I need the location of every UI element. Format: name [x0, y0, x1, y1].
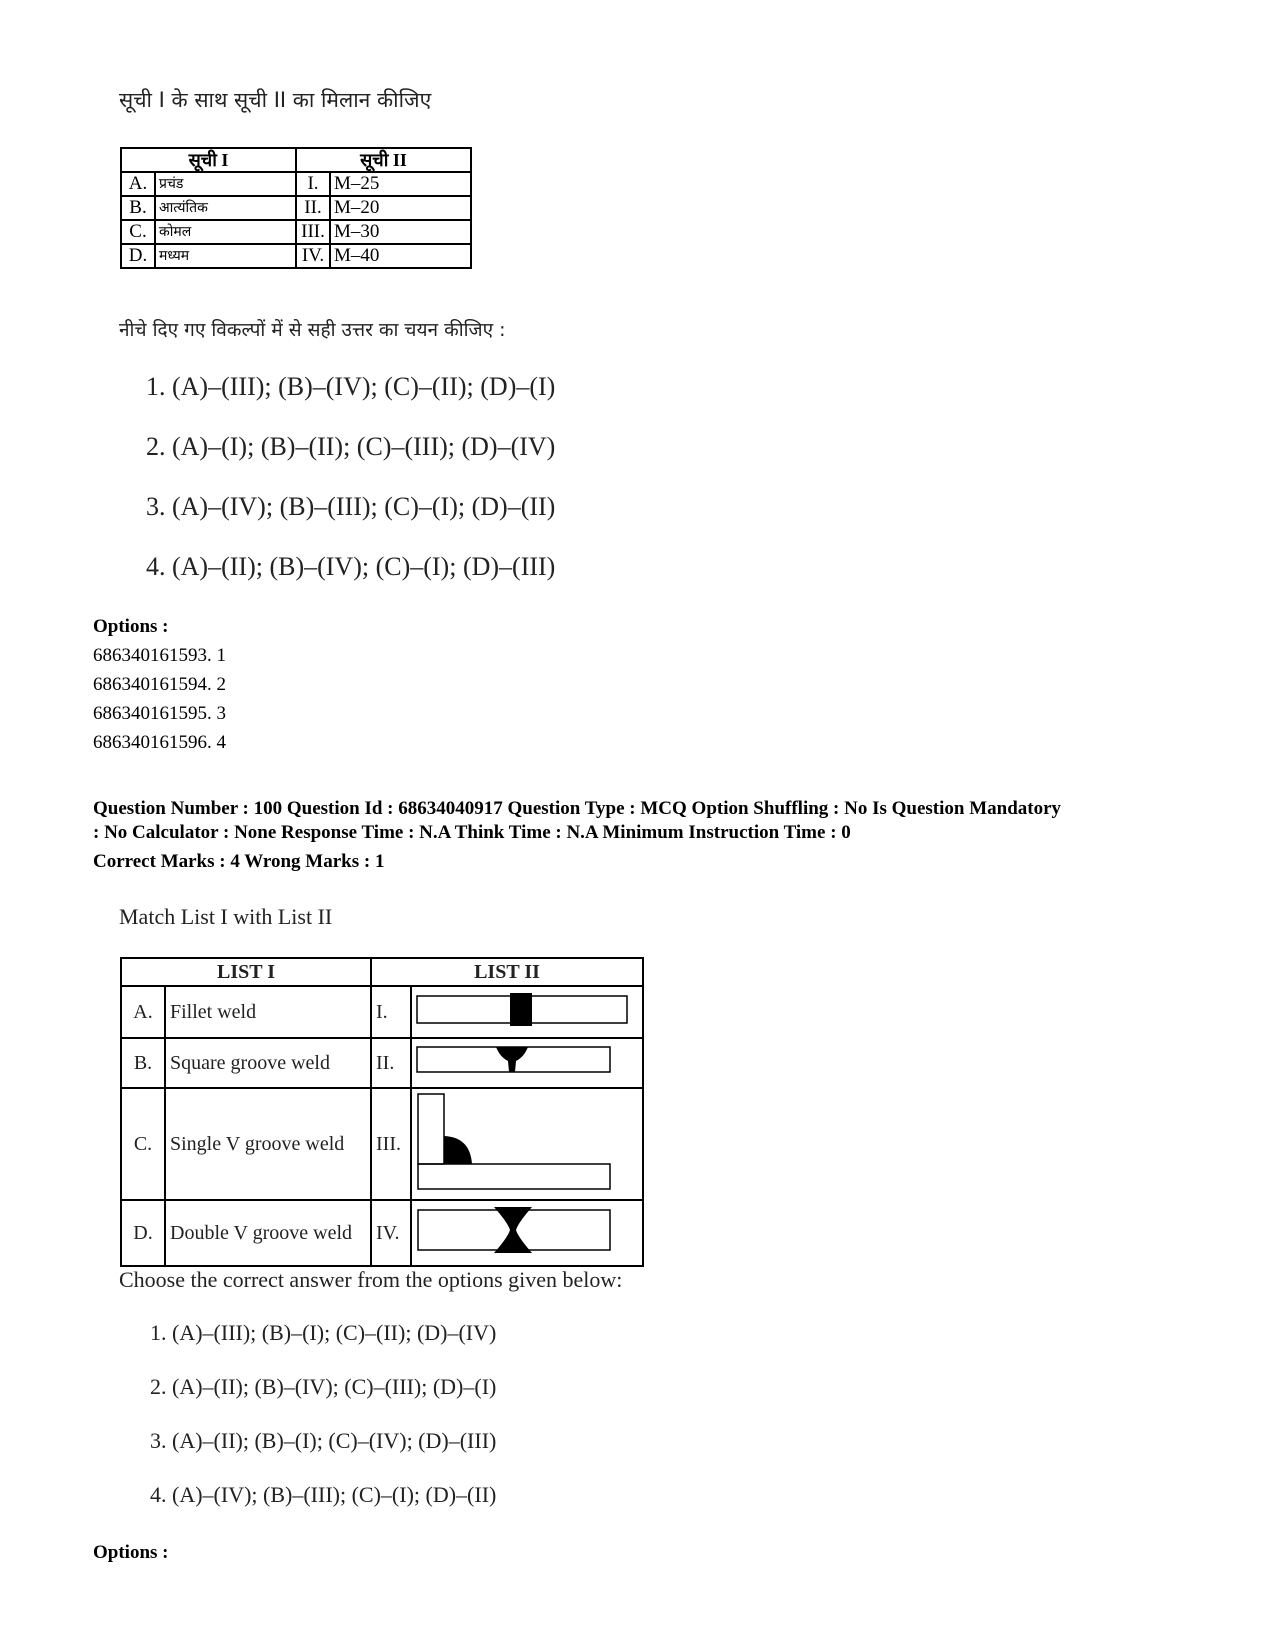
- row-item: Double V groove weld: [165, 1200, 371, 1266]
- row-label: C.: [121, 1088, 165, 1200]
- q99-choice-2: 2. (A)–(I); (B)–(II); (C)–(III); (D)–(IV): [146, 432, 556, 461]
- row-label: D.: [121, 244, 155, 268]
- table-row: [121, 172, 471, 196]
- q100-heading: Match List I with List II: [119, 904, 333, 929]
- table-row: [121, 196, 471, 220]
- q100-meta-line2: : No Calculator : None Response Time : N.A Think Time : N.A Minimum Instruction Time : 0: [93, 822, 851, 843]
- q99-option-4: 686340161596. 4: [93, 732, 226, 753]
- q99-list1-header: सूची I: [121, 148, 296, 172]
- row-roman: II.: [296, 196, 330, 220]
- row-roman: II.: [371, 1038, 411, 1088]
- weld-figure-1: [411, 986, 643, 1038]
- row-label: A.: [121, 986, 165, 1038]
- q99-heading: सूची I के साथ सूची II का मिलान कीजिए: [119, 88, 432, 112]
- q100-meta-line1: Question Number : 100 Question Id : 68634040917 Question Type : MCQ Option Shuffling : No Is Question Mandatory: [93, 798, 1062, 819]
- row-roman: IV.: [371, 1200, 411, 1266]
- table-row: [121, 1038, 643, 1088]
- row-roman: I.: [371, 986, 411, 1038]
- q100-choice-4: 4. (A)–(IV); (B)–(III); (C)–(I); (D)–(II): [150, 1482, 497, 1507]
- row-value: M–20: [330, 196, 471, 220]
- weld-figure-2: [411, 1038, 643, 1088]
- row-label: B.: [121, 1038, 165, 1088]
- row-item: आत्यंतिक: [155, 196, 296, 220]
- table-row: [121, 220, 471, 244]
- row-item: प्रचंड: [155, 172, 296, 196]
- row-label: C.: [121, 220, 155, 244]
- q99-option-1: 686340161593. 1: [93, 645, 226, 666]
- table-row: [121, 1088, 643, 1200]
- q99-match-table: [120, 147, 472, 269]
- q99-choice-4: 4. (A)–(II); (B)–(IV); (C)–(I); (D)–(III): [146, 552, 556, 581]
- q100-choice-2: 2. (A)–(II); (B)–(IV); (C)–(III); (D)–(I): [150, 1374, 497, 1399]
- row-label: B.: [121, 196, 155, 220]
- q100-match-table: [120, 957, 644, 1267]
- q100-marks: Correct Marks : 4 Wrong Marks : 1: [93, 851, 385, 872]
- q99-choice-1: 1. (A)–(III); (B)–(IV); (C)–(II); (D)–(I): [146, 372, 556, 401]
- weld-figure-3: [411, 1088, 643, 1200]
- row-item: Square groove weld: [165, 1038, 371, 1088]
- weld-figure-4: [411, 1200, 643, 1266]
- row-item: कोमल: [155, 220, 296, 244]
- row-roman: I.: [296, 172, 330, 196]
- row-item: Fillet weld: [165, 986, 371, 1038]
- table-row: [121, 986, 643, 1038]
- q100-options-label: Options :: [93, 1542, 169, 1563]
- row-value: M–30: [330, 220, 471, 244]
- table-row: [121, 1200, 643, 1266]
- row-item: मध्यम: [155, 244, 296, 268]
- row-label: D.: [121, 1200, 165, 1266]
- q100-choice-3: 3. (A)–(II); (B)–(I); (C)–(IV); (D)–(III): [150, 1428, 497, 1453]
- q99-list2-header: सूची II: [296, 148, 471, 172]
- q99-options-label: Options :: [93, 616, 169, 637]
- row-value: M–25: [330, 172, 471, 196]
- q99-choice-3: 3. (A)–(IV); (B)–(III); (C)–(I); (D)–(II): [146, 492, 556, 521]
- row-label: A.: [121, 172, 155, 196]
- q100-choice-1: 1. (A)–(III); (B)–(I); (C)–(II); (D)–(IV): [150, 1320, 497, 1345]
- row-value: M–40: [330, 244, 471, 268]
- table-row: [121, 244, 471, 268]
- q100-list2-header: LIST II: [371, 958, 643, 986]
- row-item: Single V groove weld: [165, 1088, 371, 1200]
- row-roman: IV.: [296, 244, 330, 268]
- q100-instruction: Choose the correct answer from the options given below:: [119, 1267, 623, 1292]
- q99-option-3: 686340161595. 3: [93, 703, 226, 724]
- q100-list1-header: LIST I: [121, 958, 371, 986]
- row-roman: III.: [371, 1088, 411, 1200]
- q99-option-2: 686340161594. 2: [93, 674, 226, 695]
- row-roman: III.: [296, 220, 330, 244]
- q99-instruction: नीचे दिए गए विकल्पों में से सही उत्तर का चयन कीजिए :: [119, 319, 506, 341]
